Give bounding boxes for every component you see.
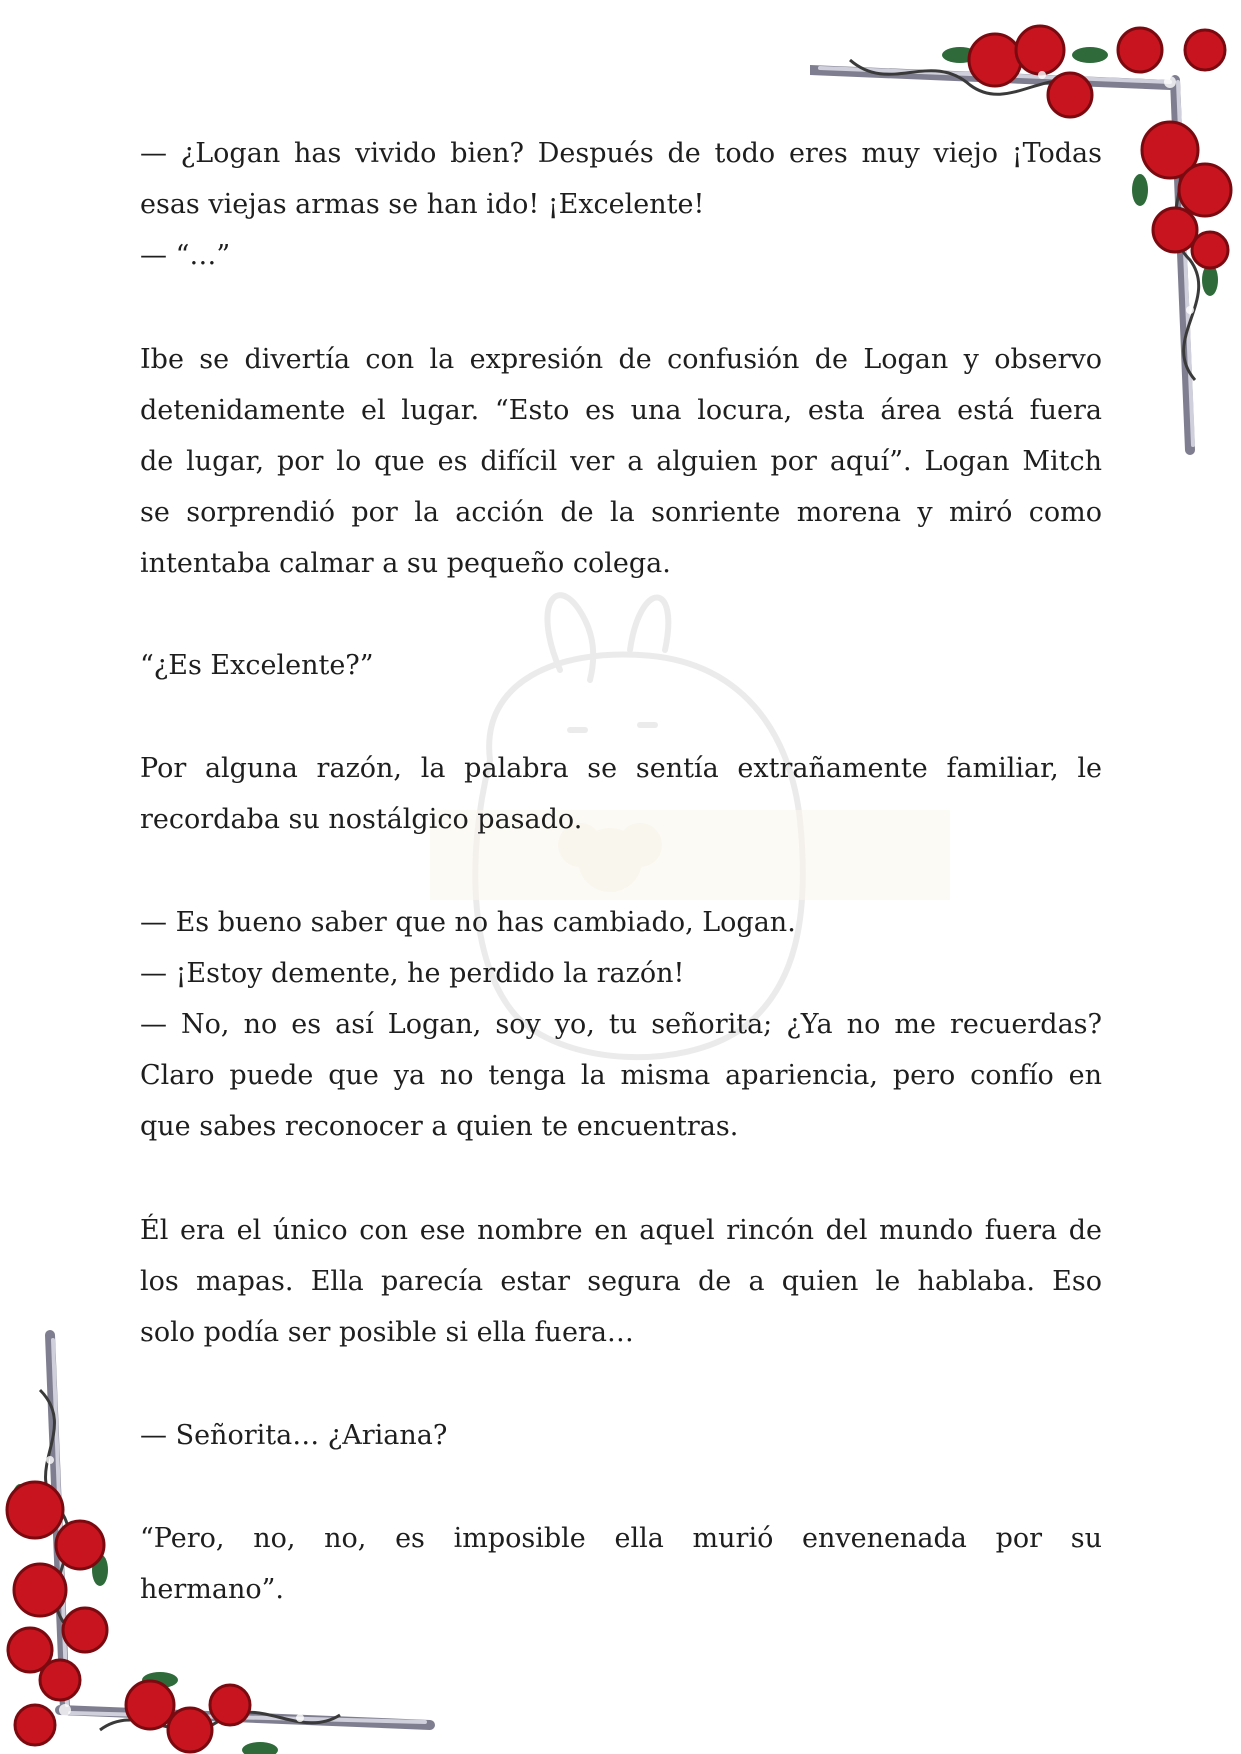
text-line-14: — No, no es así Logan, soy yo, tu señorita; ¿Ya no me recuerdas?	[140, 1009, 1102, 1040]
text-line-4: Ibe se divertía con la expresión de confusión de Logan y observo	[140, 344, 1102, 375]
text-line-5: detenidamente el lugar. “Esto es una locura, esta área está fuera	[140, 395, 1102, 426]
text-line-6: de lugar, por lo que es difícil ver a alguien por aquí”. Logan Mitch	[140, 446, 1102, 477]
text-line-3: — “…”	[140, 240, 231, 271]
text-line-9: “¿Es Excelente?”	[140, 650, 374, 681]
text-line-18: los mapas. Ella parecía estar segura de a quien le hablaba. Eso	[140, 1266, 1102, 1297]
text-line-17: Él era el único con ese nombre en aquel rincón del mundo fuera de	[140, 1215, 1102, 1246]
text-line-16: que sabes reconocer a quien te encuentras.	[140, 1111, 739, 1142]
text-line-7: se sorprendió por la acción de la sonriente morena y miró como	[140, 497, 1102, 528]
text-line-12: — Es bueno saber que no has cambiado, Logan.	[140, 907, 796, 938]
text-line-15: Claro puede que ya no tenga la misma apariencia, pero confío en	[140, 1060, 1102, 1091]
text-line-8: intentaba calmar a su pequeño colega.	[140, 548, 671, 579]
text-line-22: hermano”.	[140, 1574, 285, 1605]
text-line-21: “Pero, no, no, es imposible ella murió envenenada por su	[140, 1523, 1102, 1554]
text-line-13: — ¡Estoy demente, he perdido la razón!	[140, 958, 685, 989]
text-line-11: recordaba su nostálgico pasado.	[140, 804, 583, 835]
text-line-19: solo podía ser posible si ella fuera…	[140, 1317, 634, 1348]
text-line-10: Por alguna razón, la palabra se sentía extrañamente familiar, le	[140, 753, 1102, 784]
text-line-20: — Señorita… ¿Ariana?	[140, 1420, 448, 1451]
text-line-1: — ¿Logan has vivido bien? Después de todo eres muy viejo ¡Todas	[140, 138, 1102, 169]
text-line-2: esas viejas armas se han ido! ¡Excelente!	[140, 189, 705, 220]
